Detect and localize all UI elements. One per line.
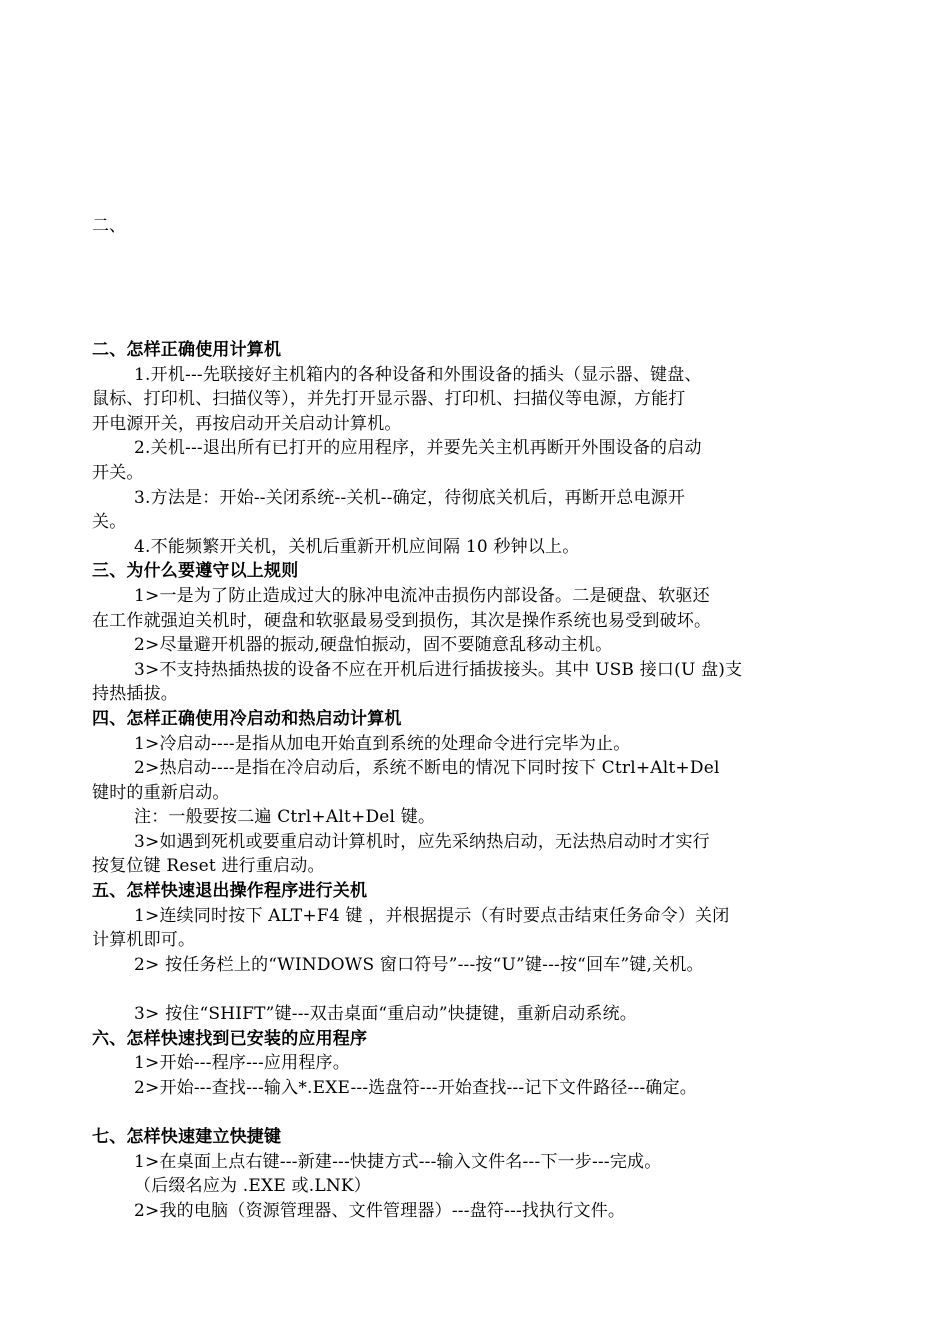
section-heading: 二、怎样正确使用计算机 — [92, 340, 282, 360]
paragraph-line: 3.方法是：开始--关闭系统--关机--确定，待彻底关机后，再断开总电源开 — [134, 487, 686, 508]
paragraph-line: 2>尽量避开机器的振动,硬盘怕振动，固不要随意乱移动主机。 — [134, 635, 613, 656]
paragraph-line: 关。 — [92, 512, 127, 533]
paragraph-line: 1>连续同时按下 ALT+F4 键 ，并根据提示（有时要点击结束任务命令）关闭 — [134, 905, 730, 926]
section-heading: 七、怎样快速建立快捷键 — [92, 1127, 282, 1147]
paragraph-line: 键时的重新启动。 — [92, 782, 230, 803]
paragraph-line: 3>如遇到死机或要重启动计算机时，应先采纳热启动，无法热启动时才实行 — [134, 831, 710, 852]
paragraph-line: 1>一是为了防止造成过大的脉冲电流冲击损伤内部设备。二是硬盘、软驱还 — [134, 585, 710, 606]
note-line: 注：一般要按二遍 Ctrl+Alt+Del 键。 — [134, 807, 436, 828]
paragraph-line: 1>冷启动----是指从加电开始直到系统的处理命令进行完毕为止。 — [134, 733, 631, 754]
blank-line — [92, 1100, 882, 1125]
section-heading: 三、为什么要遵守以上规则 — [92, 561, 299, 582]
paragraph-line: 2>热启动----是指在冷启动后，系统不断电的情况下同时按下 Ctrl+Alt+Del — [134, 758, 720, 779]
document-body — [92, 338, 882, 1223]
paragraph-line: 1>开始---程序---应用程序。 — [134, 1053, 350, 1074]
paragraph-line: 3> 按住“SHIFT”键---双击桌面“重启动”快捷键，重新启动系统。 — [134, 1004, 637, 1025]
paragraph-line: 1>在桌面上点右键---新建---快捷方式---输入文件名---下一步---完成。 — [134, 1151, 662, 1172]
section-heading: 六、怎样快速找到已安装的应用程序 — [92, 1028, 368, 1049]
paragraph-line: 在工作就强迫关机时，硬盘和软驱最易受到损伤，其次是操作系统也易受到破坏。 — [92, 610, 712, 631]
paragraph-line: 1.开机---先联接好主机箱内的各种设备和外围设备的插头（显示器、键盘、 — [134, 364, 702, 385]
paragraph-line: 4.不能频繁开关机，关机后重新开机应间隔 10 秒钟以上。 — [134, 536, 580, 557]
paragraph-line: （后缀名应为 .EXE 或.LNK） — [134, 1176, 372, 1197]
paragraph-line: 计算机即可。 — [92, 930, 196, 951]
section-heading: 五、怎样快速退出操作程序进行关机 — [92, 881, 368, 902]
paragraph-line: 鼠标、打印机、扫描仪等），并先打开显示器、打印机、扫描仪等电源，方能打 — [92, 389, 686, 410]
section-marker: 二、 — [92, 216, 126, 236]
paragraph-line: 2.关机---退出所有已打开的应用程序，并要先关主机再断开外围设备的启动 — [134, 438, 702, 459]
paragraph-line: 2> 按任务栏上的“WINDOWS 窗口符号”---按“U”键---按“回车”键,关机。 — [134, 954, 704, 975]
paragraph-line: 按复位键 Reset 进行重启动。 — [92, 856, 325, 877]
section-heading: 四、怎样正确使用冷启动和热启动计算机 — [92, 708, 402, 729]
paragraph-line: 开关。 — [92, 462, 144, 483]
paragraph-line: 2>开始---查找---输入*.EXE---选盘符---开始查找---记下文件路径---确定。 — [134, 1077, 697, 1098]
paragraph-line: 开电源开关，再按启动开关启动计算机。 — [92, 413, 402, 434]
paragraph-line: 2>我的电脑（资源管理器、文件管理器）---盘符---找执行文件。 — [134, 1200, 626, 1221]
paragraph-line: 3>不支持热插热拔的设备不应在开机后进行插拔接头。其中 USB 接口(U 盘)支 — [134, 659, 743, 680]
blank-line — [92, 977, 882, 1002]
paragraph-line: 持热插拔。 — [92, 684, 178, 705]
